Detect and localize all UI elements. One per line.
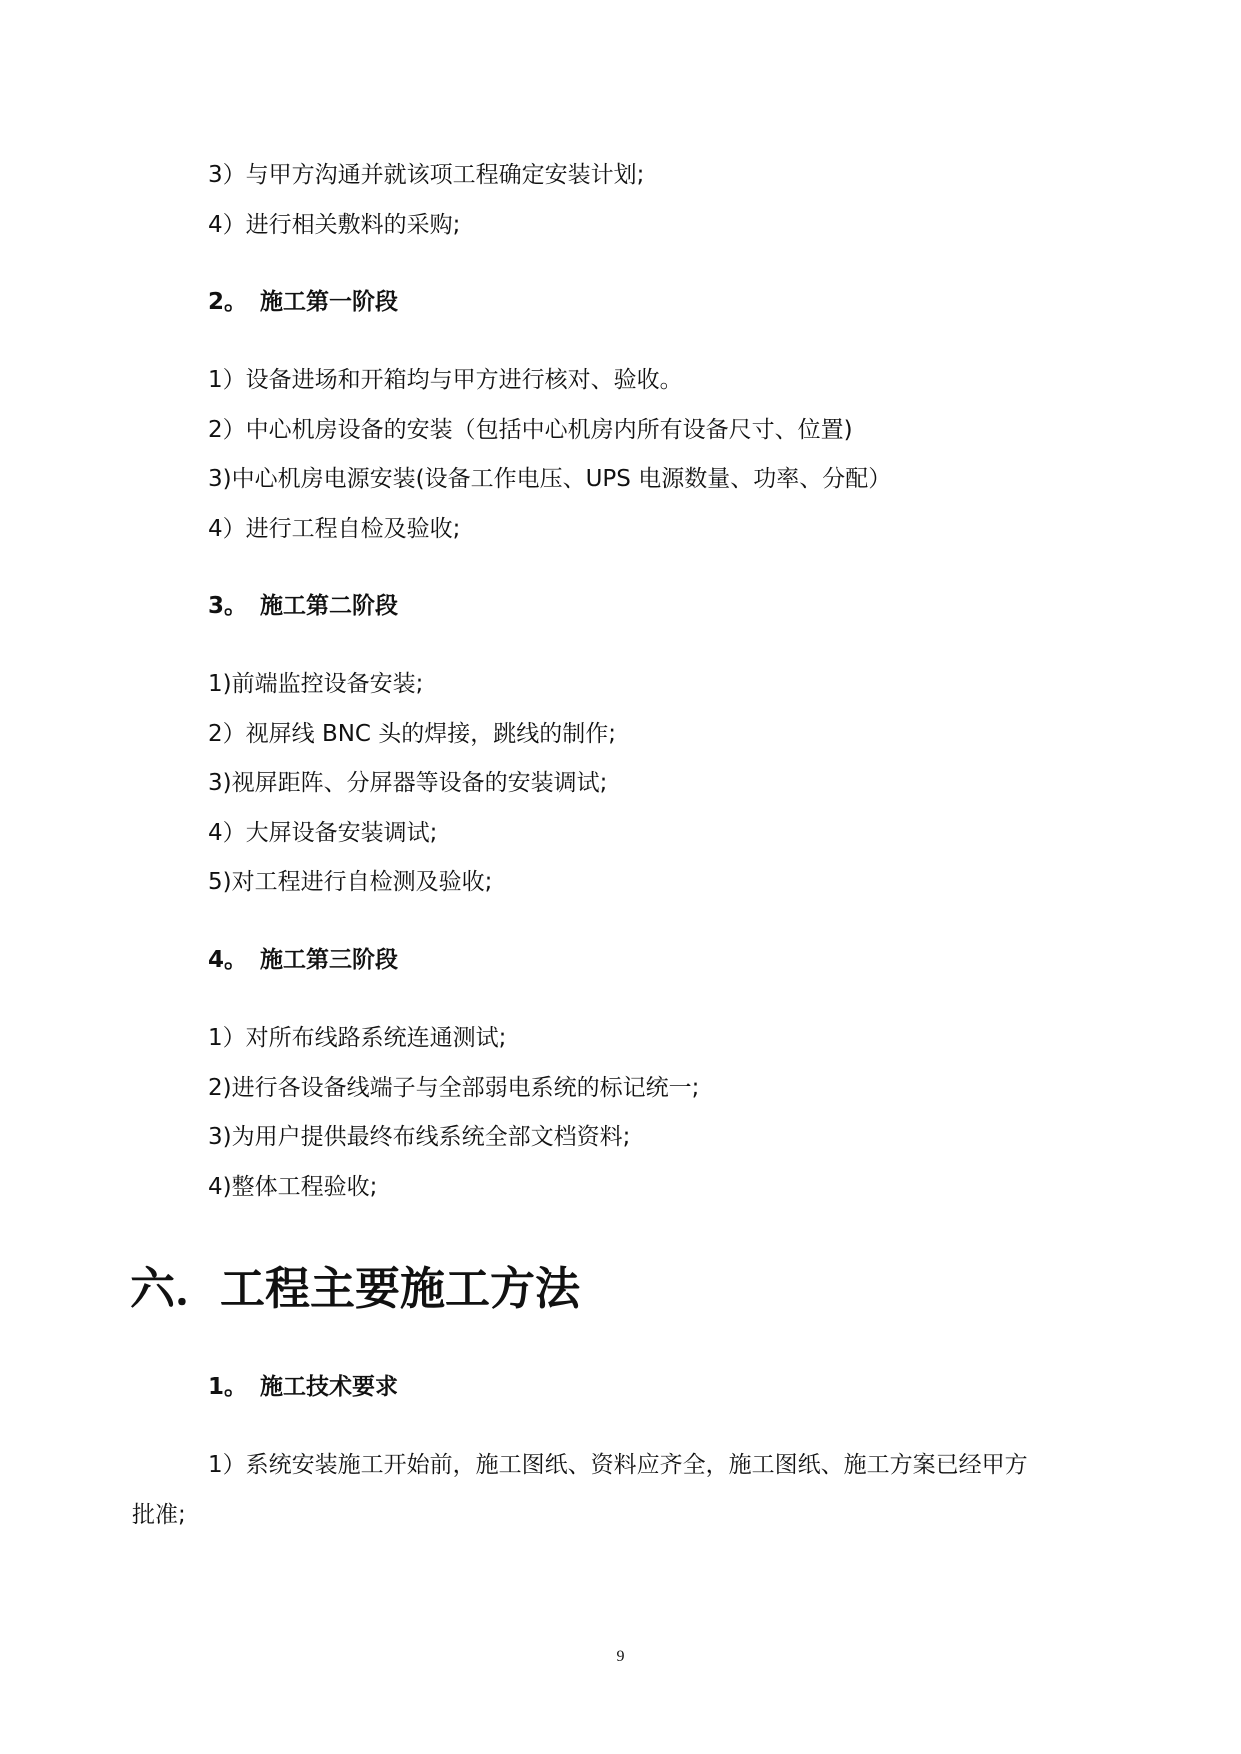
tech-paragraph-line-1: 1）系统安装施工开始前，施工图纸、资料应齐全，施工图纸、施工方案已经甲方 (208, 1452, 1028, 1478)
prep-item-4: 4）进行相关敷料的采购; (208, 212, 461, 238)
stage3-item-3: 3)为用户提供最终布线系统全部文档资料; (208, 1124, 631, 1150)
tech-heading (208, 1372, 398, 1402)
stage3-item-2: 2)进行各设备线端子与全部弱电系统的标记统一; (208, 1075, 700, 1101)
stage3-title: 施工第三阶段 (260, 947, 398, 973)
stage3-number: 4。 (208, 947, 248, 973)
stage1-item-3: 3)中心机房电源安装(设备工作电压、UPS 电源数量、功率、分配） (208, 466, 892, 492)
tech-number: 1。 (208, 1374, 248, 1400)
stage2-title: 施工第二阶段 (260, 593, 398, 619)
stage1-item-4: 4）进行工程自检及验收; (208, 516, 461, 542)
stage3-item-1: 1）对所布线路系统连通测试; (208, 1025, 507, 1051)
stage2-heading (208, 591, 398, 621)
chapter-title: 六．工程主要施工方法 (130, 1262, 581, 1315)
prep-item-3: 3）与甲方沟通并就该项工程确定安装计划; (208, 162, 645, 188)
stage2-item-1: 1)前端监控设备安装; (208, 671, 424, 697)
stage2-item-5: 5)对工程进行自检测及验收; (208, 869, 493, 895)
stage3-item-4: 4)整体工程验收; (208, 1174, 378, 1200)
tech-paragraph-line-2: 批准; (132, 1502, 186, 1528)
stage1-number: 2。 (208, 289, 248, 315)
page-number: 9 (616, 1648, 625, 1665)
stage1-item-2: 2）中心机房设备的安装（包括中心机房内所有设备尺寸、位置) (208, 417, 853, 443)
stage2-item-4: 4）大屏设备安装调试; (208, 820, 438, 846)
stage2-item-3: 3)视屏距阵、分屏器等设备的安装调试; (208, 770, 608, 796)
stage2-number: 3。 (208, 593, 248, 619)
stage3-heading (208, 945, 398, 975)
tech-title: 施工技术要求 (260, 1374, 398, 1400)
stage1-heading (208, 287, 398, 317)
stage2-item-2: 2）视屏线 BNC 头的焊接，跳线的制作; (208, 721, 617, 747)
stage1-title: 施工第一阶段 (260, 289, 398, 315)
stage1-item-1: 1）设备进场和开箱均与甲方进行核对、验收。 (208, 367, 683, 393)
